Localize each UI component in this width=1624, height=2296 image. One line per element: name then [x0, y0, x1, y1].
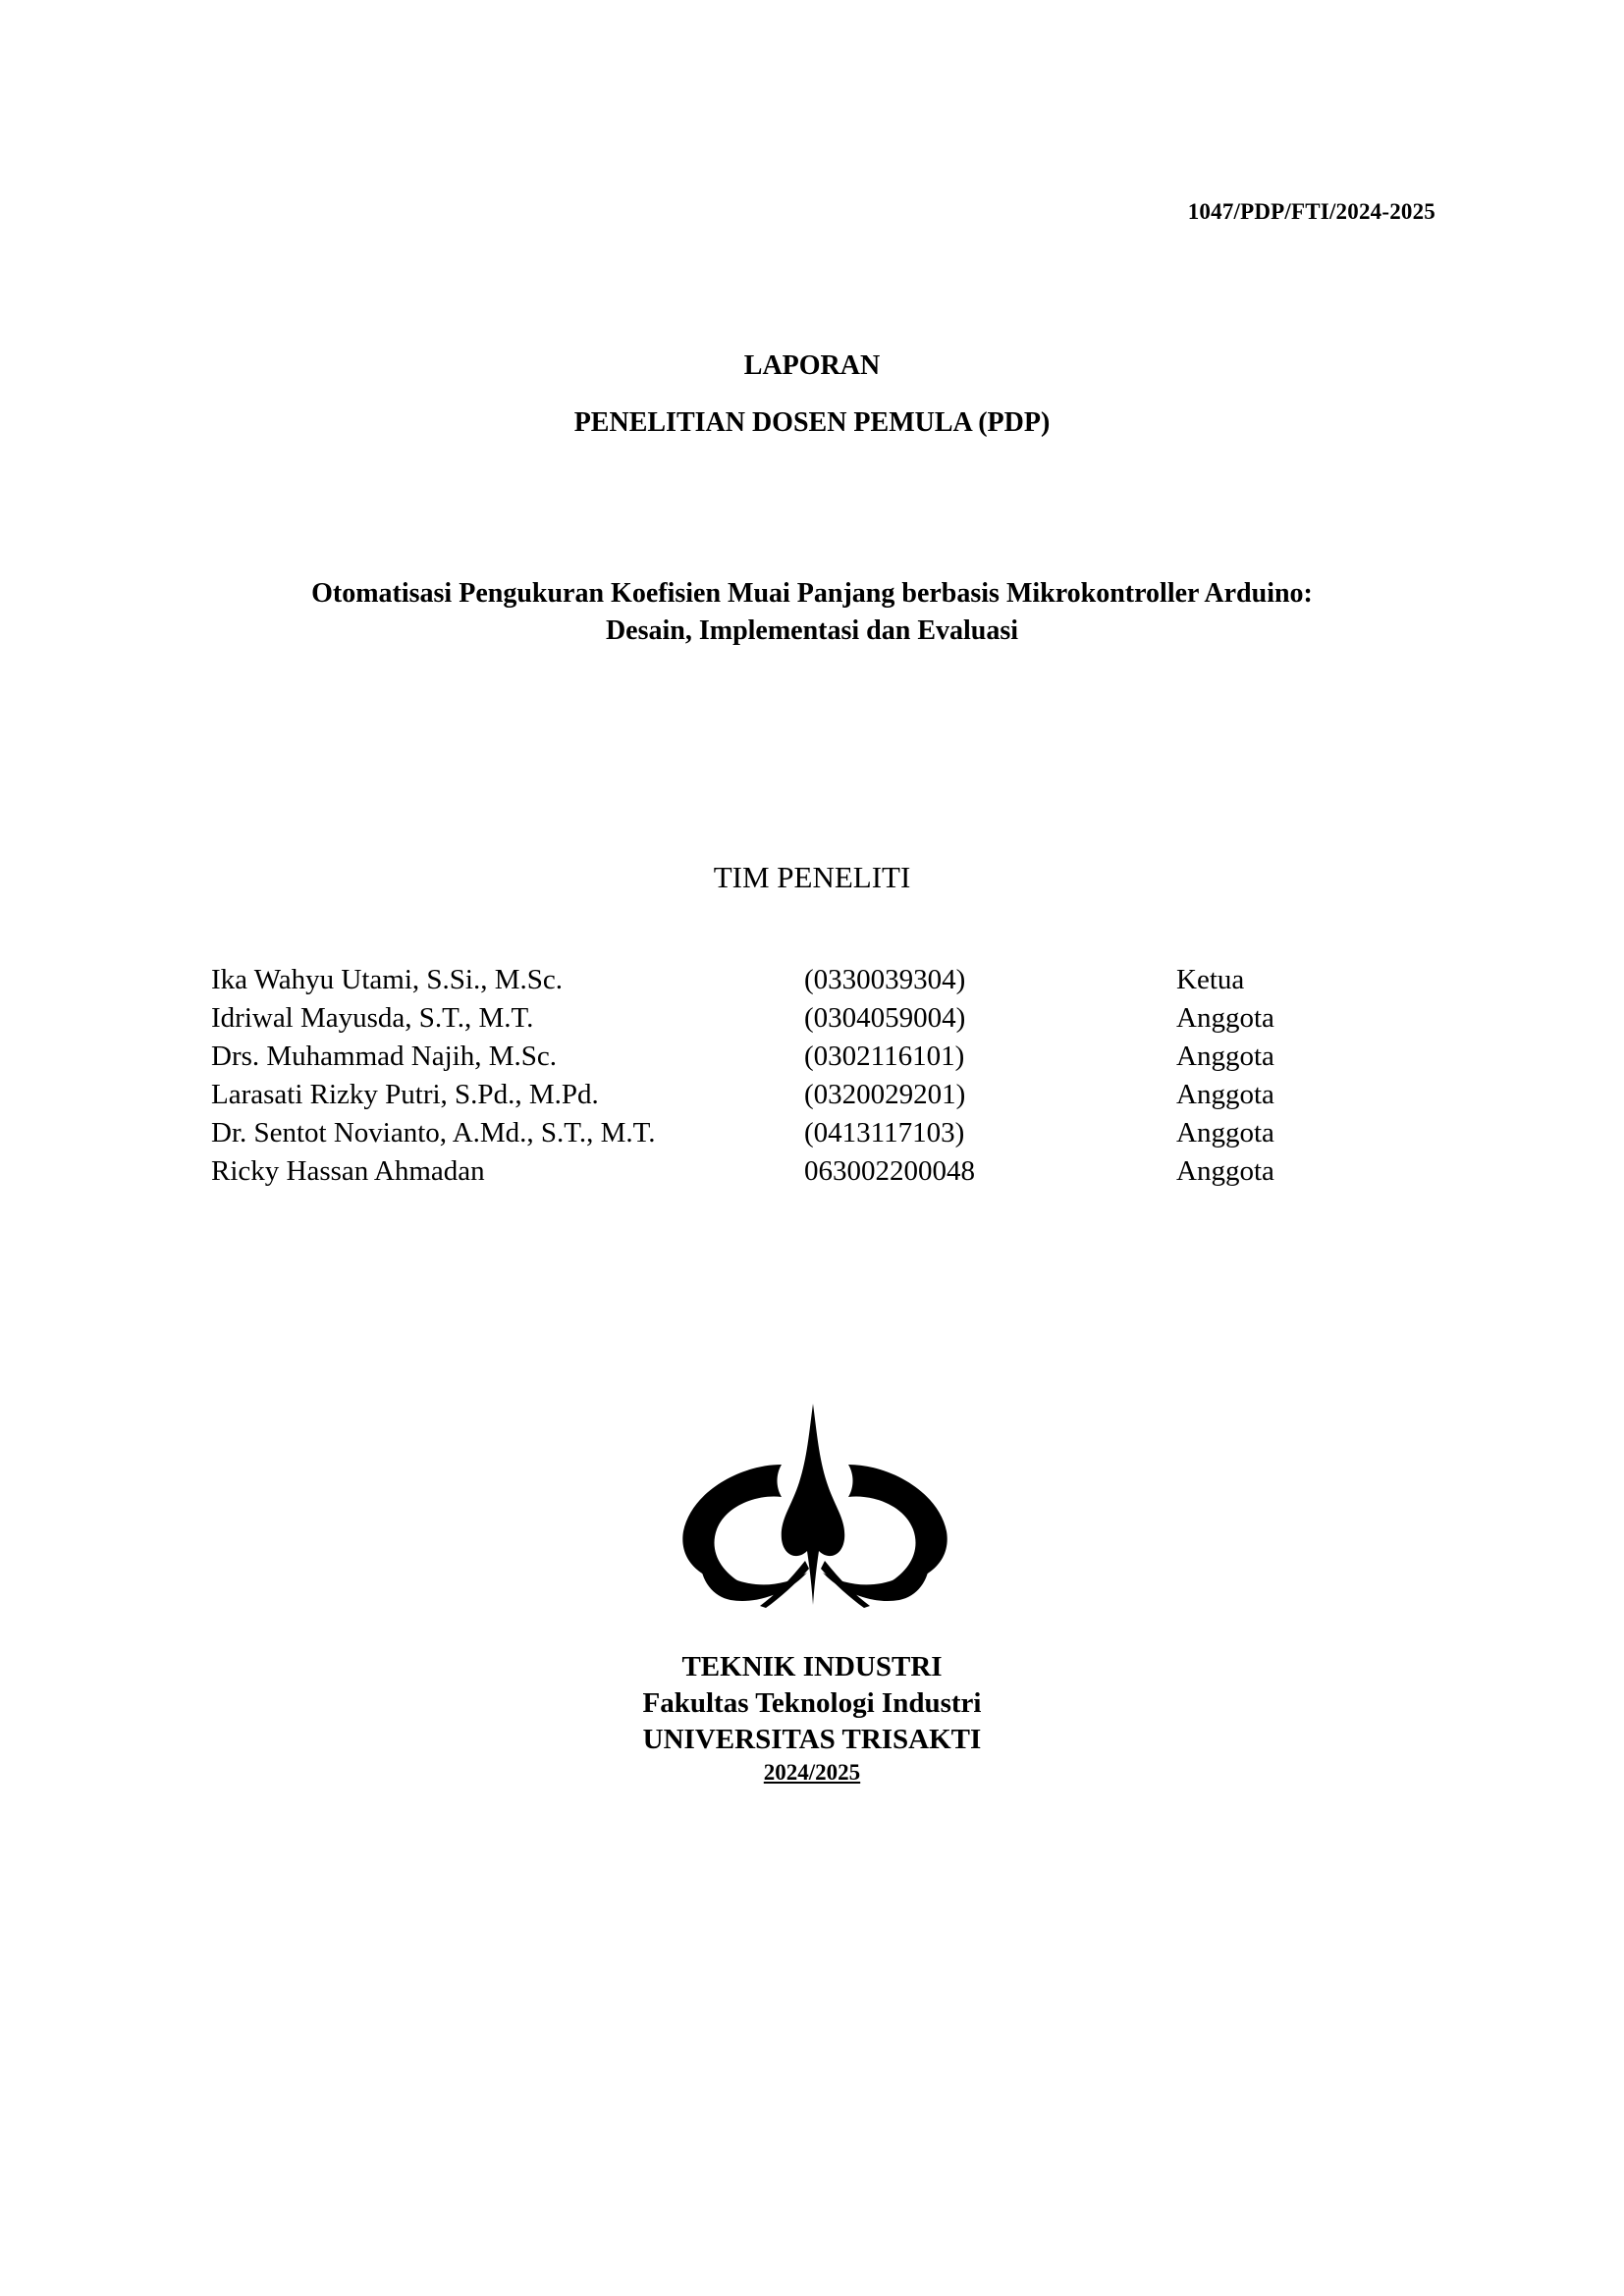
member-role: Anggota	[1176, 1155, 1274, 1187]
footer-institution	[0, 1649, 1624, 1788]
member-name: Ricky Hassan Ahmadan	[211, 1155, 485, 1187]
member-role: Ketua	[1176, 964, 1245, 995]
member-role: Anggota	[1176, 1041, 1274, 1072]
academic-year: 2024/2025	[763, 1760, 861, 1785]
department-name: TEKNIK INDUSTRI	[681, 1651, 943, 1682]
team-heading: TIM PENELITI	[713, 860, 911, 894]
research-title	[0, 575, 1624, 650]
member-id: (0413117103)	[804, 1117, 965, 1148]
report-title: LAPORAN	[743, 350, 881, 381]
member-name: Larasati Rizky Putri, S.Pd., M.Pd.	[211, 1079, 599, 1110]
member-id: (0302116101)	[804, 1041, 965, 1072]
member-role: Anggota	[1176, 1002, 1274, 1034]
member-id: (0330039304)	[804, 964, 966, 995]
faculty-name: Fakultas Teknologi Industri	[642, 1687, 982, 1719]
report-subtitle: PENELITIAN DOSEN PEMULA (PDP)	[573, 407, 1051, 438]
university-name: UNIVERSITAS TRISAKTI	[642, 1724, 982, 1755]
research-title-line-2: Desain, Implementasi dan Evaluasi	[605, 615, 1019, 646]
member-role: Anggota	[1176, 1117, 1274, 1148]
document-number: 1047/PDP/FTI/2024-2025	[1187, 199, 1435, 224]
member-id: (0304059004)	[804, 1002, 966, 1034]
member-name: Ika Wahyu Utami, S.Si., M.Sc.	[211, 964, 564, 995]
member-id: 063002200048	[804, 1155, 975, 1187]
trisakti-university-emblem-icon	[681, 1404, 948, 1610]
member-name: Dr. Sentot Novianto, A.Md., S.T., M.T.	[211, 1117, 656, 1148]
member-id: (0320029201)	[804, 1079, 966, 1110]
member-name: Idriwal Mayusda, S.T., M.T.	[211, 1002, 534, 1034]
member-role: Anggota	[1176, 1079, 1274, 1110]
member-name: Drs. Muhammad Najih, M.Sc.	[211, 1041, 557, 1072]
research-title-line-1: Otomatisasi Pengukuran Koefisien Muai Panjang berbasis Mikrokontroller Arduino:	[311, 578, 1313, 609]
